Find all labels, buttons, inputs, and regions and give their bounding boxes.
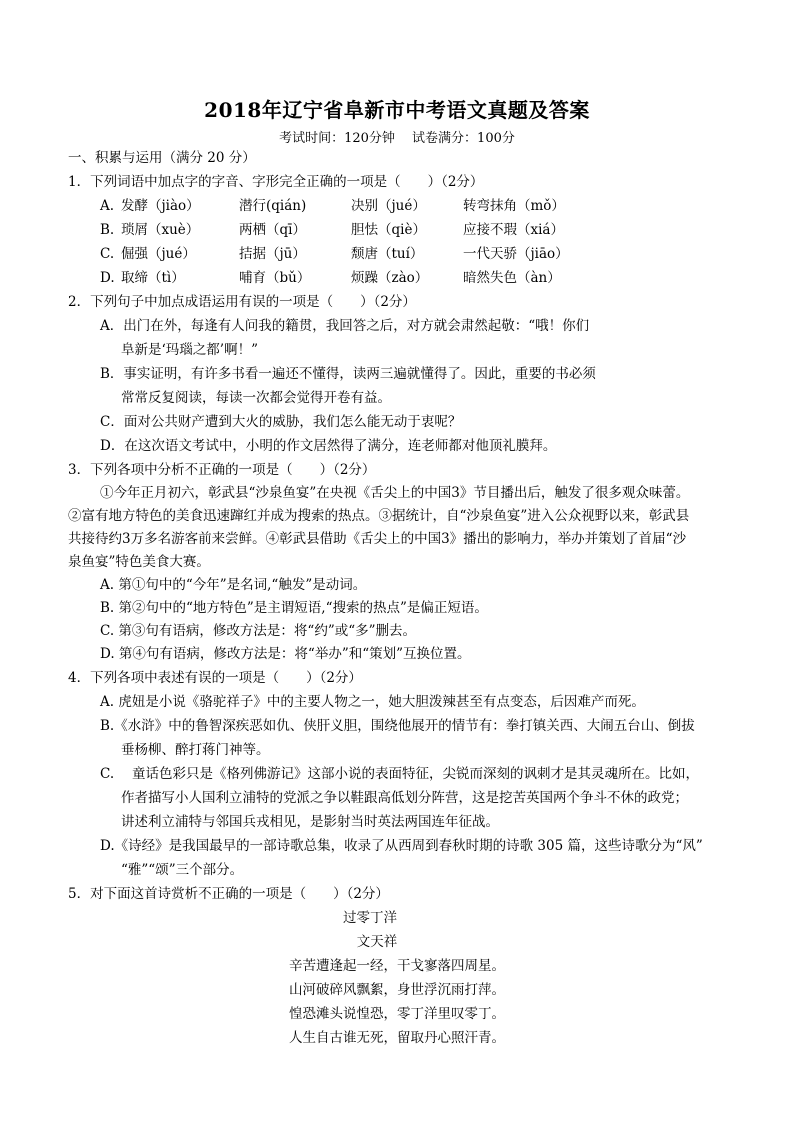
question-4-option-c-cont: 作者描写小人国利立浦特的党派之争以鞋跟高低划分阵营，这是挖苦英国两个争斗不休的政党； [121,790,688,806]
option-item: 胆怯（qiè） [351,222,426,238]
question-3-passage: 共接待约3万多名游客前来尝鲜。④彰武县借助《舌尖上的中国3》播出的影响力，举办并策划了首届“沙 [68,531,687,547]
option-item: 哺育（bǔ） [239,270,311,286]
option-label: C. [100,246,115,262]
question-2-option-b-cont: 常常反复阅读，每读一次都会觉得开卷有益。 [121,390,391,406]
question-4-option-b-cont: 垂杨柳、醉打蒋门神等。 [121,742,270,758]
option-item: 一代天骄（jiāo） [463,246,569,262]
poem-title: 过零丁洋 [343,910,397,926]
poem-line: 惶恐滩头说惶恐，零丁洋里叹零丁。 [289,1006,505,1022]
option-item: 取缔（tì） [121,270,185,286]
question-2-option-d: D．在这次语文考试中，小明的作文居然得了满分，连老师都对他顶礼膜拜。 [100,438,557,454]
option-label: D. [100,270,115,286]
exam-info: 考试时间：120分钟 试卷满分：100分 [279,131,515,146]
question-3-passage: ②富有地方特色的美食迅速蹿红并成为搜索的热点。③据统计，自“沙泉鱼宴”进入公众视野以来，彰武县 [68,508,690,524]
option-label: A. [100,198,115,214]
poem-author: 文天祥 [356,934,398,950]
question-2-option-b: B．事实证明，有许多书看一遍还不懂得，读两三遍就懂得了。因此，重要的书必须 [100,366,596,382]
option-item: 转弯抹角（mǒ） [463,198,565,214]
option-item: 发酵（jiào） [121,198,200,214]
option-item: 烦躁（zào） [351,270,429,286]
option-item: 两栖（qī） [239,222,306,238]
question-1-stem: 1．下列词语中加点字的字音、字形完全正确的一项是（ ）（2分） [68,174,484,190]
question-3-passage: 泉鱼宴”特色美食大赛。 [68,554,210,570]
question-3-passage: ①今年正月初六，彰武县“沙泉鱼宴”在央视《舌尖上的中国3》节目播出后，触发了很多观众味蕾。 [100,485,690,501]
page-title: 2018年辽宁省阜新市中考语文真题及答案 [204,98,590,122]
question-4-stem: 4．下列各项中表述有误的一项是（ ）（2分） [68,670,362,686]
poem-line: 人生自古谁无死，留取丹心照汗青。 [289,1030,505,1046]
question-4-option-c: 童话色彩只是《格列佛游记》这部小说的表面特征，尖锐而深刻的讽刺才是其灵魂所在。比如， [132,766,699,782]
question-3-stem: 3．下列各项中分析不正确的一项是（ ）（2分） [68,462,376,478]
option-item: 倔强（jué） [121,246,196,262]
option-item: 暗然失色（àn） [463,270,561,286]
option-item: 潜行(qián) [239,198,307,214]
option-item: 应接不瑕（xiá） [463,222,564,238]
question-3-option-c: C. 第③句有语病，修改方法是：将“约”或“多”删去。 [100,623,417,639]
poem-line: 辛苦遭逢起一经，干戈寥落四周星。 [289,958,505,974]
question-5-stem: 5．对下面这首诗赏析不正确的一项是（ ）（2分） [68,886,389,902]
option-item: 颓唐（tuí） [351,246,424,262]
question-4-option-d: D.《诗经》是我国最早的一部诗歌总集，收录了从西周到春秋时期的诗歌 305 篇，这些诗歌分为“风” [100,838,703,854]
question-4-option-d-cont: “雅”“颂”三个部分。 [121,862,244,878]
section-heading: 一、积累与运用（满分 20 分） [68,150,256,166]
question-2-option-c: C．面对公共财产遭到大火的威胁，我们怎么能无动于衷呢？ [100,414,462,430]
option-item: 拮据（jū） [239,246,306,262]
question-2-stem: 2．下列句子中加点成语运用有误的一项是（ ）（2分） [68,294,416,310]
question-4-option-a: A. 虎妞是小说《骆驼祥子》中的主要人物之一，她大胆泼辣甚至有点变态，后因难产而死。 [100,694,645,710]
question-2-option-a-cont: 阜新是‘玛瑙之都’啊！” [121,342,258,358]
option-item: 琐屑（xuè） [121,222,200,238]
question-3-option-a: A. 第①句中的“今年”是名词,“触发”是动词。 [100,577,367,593]
poem-line: 山河破碎风飘絮，身世浮沉雨打萍。 [289,982,505,998]
question-4-option-b: B.《水浒》中的鲁智深疾恶如仇、侠肝义胆，围绕他展开的情节有：拳打镇关西、大闹五台山、倒拔 [100,718,695,734]
question-4-option-c-label: C. [100,766,115,782]
question-3-option-d: D. 第④句有语病，修改方法是：将“举办”和“策划”互换位置。 [100,646,471,662]
question-2-option-a: A．出门在外，每逢有人问我的籍贯，我回答之后，对方就会肃然起敬：“哦！你们 [100,318,590,334]
question-3-option-b: B. 第②句中的“地方特色”是主谓短语,“搜索的热点”是偏正短语。 [100,600,488,616]
question-4-option-c-cont: 讲述利立浦特与邻国兵戎相见，是影射当时英法两国连年征战。 [121,814,499,830]
option-item: 决别（jué） [351,198,426,214]
option-label: B. [100,222,115,238]
